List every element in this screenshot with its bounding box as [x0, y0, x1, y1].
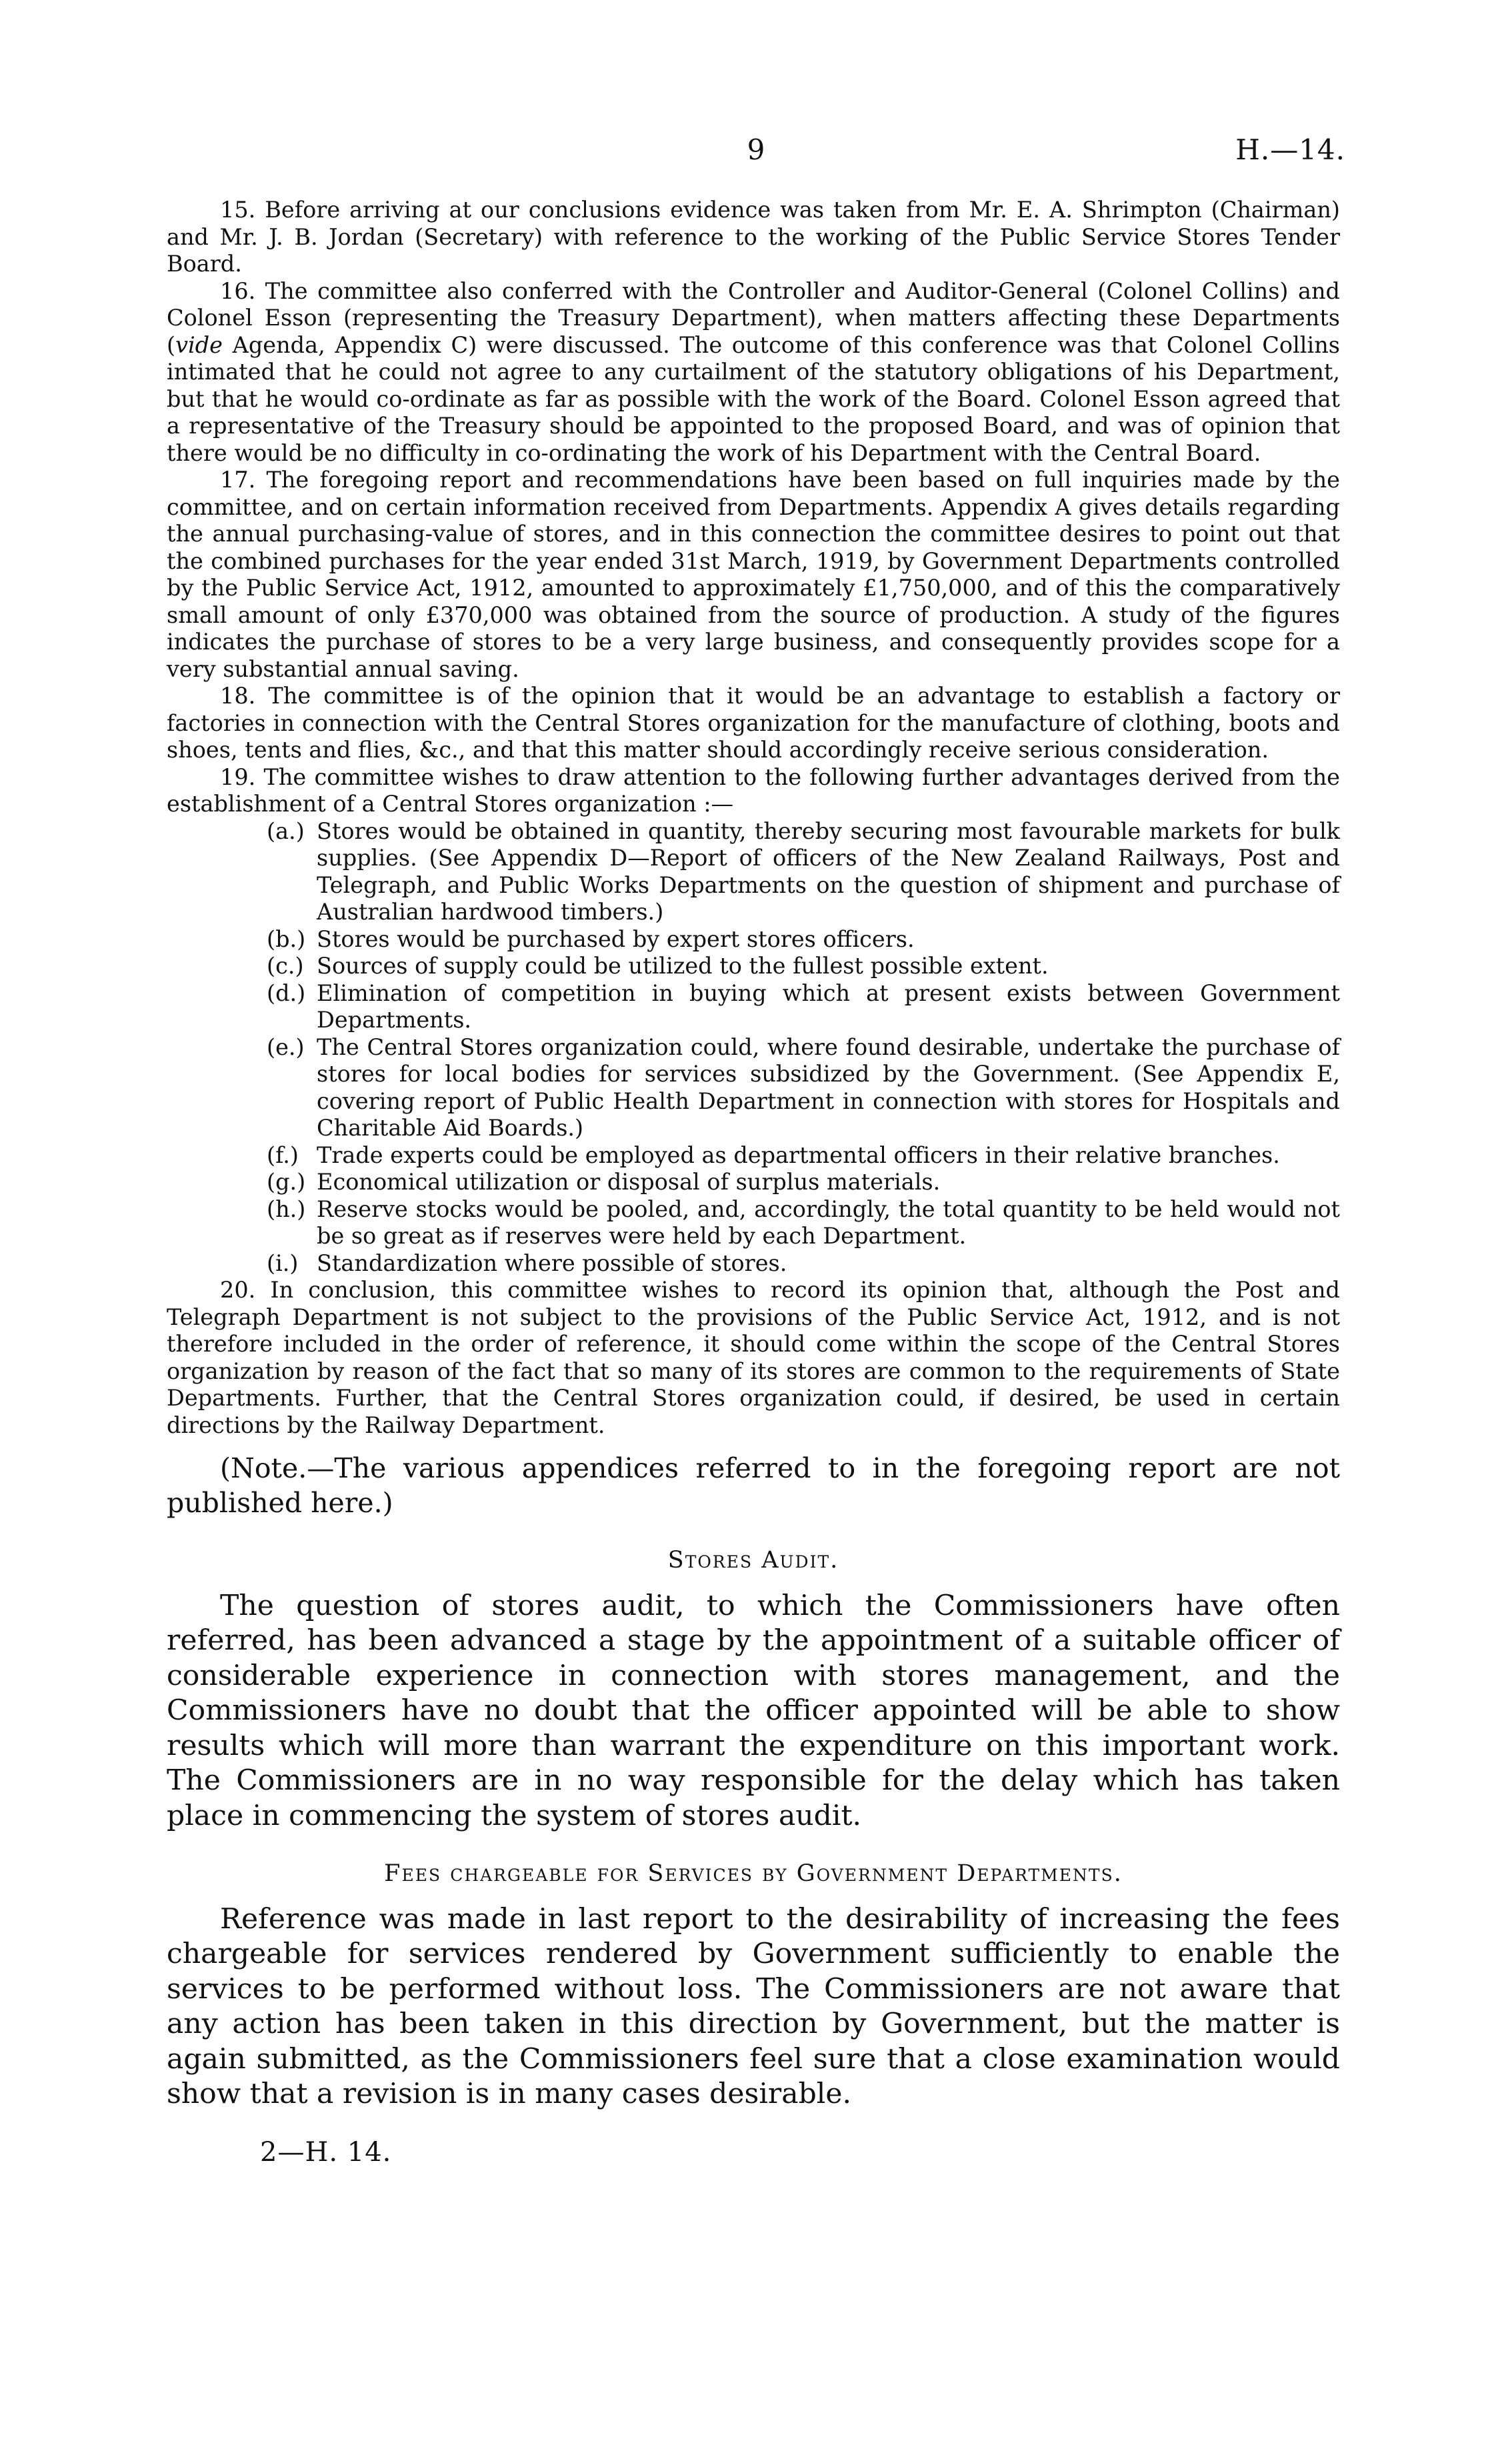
- list-item: [167, 953, 1340, 980]
- list-item-label: (i.): [267, 1250, 299, 1276]
- report-body: [167, 197, 1340, 2166]
- appendices-note: (Note.—The various appendices referred to in the foregoing report are not published here.): [167, 1452, 1340, 1519]
- vide-italic: vide: [175, 331, 223, 358]
- list-item-text: Stores would be obtained in quantity, thereby securing most favourable markets for bulk supplies. (See Appendix D—Report of officers of the New Zealand Railways, Post and Telegraph, and Public Works Departments on the question of shipment and purchase of Australian hardwood timbers.): [317, 817, 1340, 925]
- list-item: [167, 1196, 1340, 1250]
- list-item: [167, 1142, 1340, 1169]
- list-item-label: (d.): [267, 979, 306, 1006]
- list-item: [167, 926, 1340, 953]
- list-item-text: Standardization where possible of stores.: [317, 1250, 787, 1276]
- list-item-text: Stores would be purchased by expert stores officers.: [317, 925, 915, 952]
- stores-audit-text: The question of stores audit, to which the Commissioners have often referred, has been advanced a stage by the appointment of a suitable officer of considerable experience in connection with stores management, and the Commissioners have no doubt that the officer appointed will be able to show results which will more than warrant the expenditure on this important work. The Commissioners are in no way responsible for the delay which has taken place in commencing the system of stores audit.: [167, 1589, 1340, 1832]
- page-header: [167, 133, 1345, 173]
- footer-signature: 2—H. 14.: [260, 2136, 392, 2168]
- list-item-text: Elimination of competition in buying which at present exists between Government Departments.: [317, 979, 1340, 1033]
- paragraph-17: 17. The foregoing report and recommendations have been based on full inquiries made by the committee, and on certain information received from Departments. Appendix A gives details regarding the annual purchasing-value of stores, and in this connection the committee desires to point out that the combined purchases for the year ended 31st March, 1919, by Government Departments controlled by the Public Service Act, 1912, amounted to approximately £1,750,000, and of this the comparatively small amount of only £370,000 was obtained from the source of production. A study of the figures indicates the purchase of stores to be a very large business, and consequently provides scope for a very substantial annual saving.: [167, 467, 1340, 682]
- advantages-list: [167, 818, 1340, 1278]
- fees-text: Reference was made in last report to the desirability of increasing the fees chargeable for services rendered by Government sufficiently to enable the services to be performed without loss. The Commissioners are not aware that any action has been taken in this direction by Government, but the matter is again submitted, as the Commissioners feel sure that a close examination would show that a revision is in many cases desirable.: [167, 1902, 1340, 2110]
- list-item-text: The Central Stores organization could, where found desirable, undertake the purchase of stores for local bodies for services subsidized by the Government. (See Appendix E, covering report of Public Health Department in connection with stores for Hospitals and Charitable Aid Boards.): [317, 1033, 1340, 1141]
- paragraph-15: 15. Before arriving at our conclusions evidence was taken from Mr. E. A. Shrimpton (Chairman) and Mr. J. B. Jordan (Secretary) with reference to the working of the Public Service Stores Tender Board.: [167, 197, 1340, 277]
- list-item-label: (h.): [267, 1195, 306, 1222]
- paragraph-19: 19. The committee wishes to draw attention to the following further advantages derived from the establishment of a Central Stores organization :—: [167, 763, 1340, 817]
- list-item-label: (f.): [267, 1141, 299, 1168]
- list-item-label: (c.): [267, 953, 304, 979]
- fees-heading: Fees chargeable for Services by Government Departments.: [384, 1860, 1123, 1887]
- paragraph-16-part-1: 16. The committee also conferred with the Controller and Auditor-General (Colonel Collins) and Colonel Esson (representing the Treasury Department), when matters affecting these Departments (: [167, 277, 1340, 358]
- list-item: [167, 1250, 1340, 1278]
- list-item-label: (e.): [267, 1033, 305, 1060]
- list-item: [167, 980, 1340, 1034]
- paragraph-20: 20. In conclusion, this committee wishes to record its opinion that, although the Post and Telegraph Department is not subject to the provisions of the Public Service Act, 1912, and is not therefore included in the order of reference, it should come within the scope of the Central Stores organization by reason of the fact that so many of its stores are common to the requirements of State Departments. Further, that the Central Stores organization could, if desired, be used in certain directions by the Railway Department.: [167, 1277, 1340, 1438]
- paragraph-16-part-2: Agenda, Appendix C) were discussed. The outcome of this conference was that Colonel Collins intimated that he could not agree to any curtailment of the statutory obligations of his Department, but that he would co-ordinate as far as possible with the work of the Board. Colonel Esson agreed that a representative of the Treasury should be appointed to the proposed Board, and was of opinion that there would be no difficulty in co-ordinating the work of his Department with the Central Board.: [167, 331, 1340, 466]
- list-item: [167, 818, 1340, 926]
- list-item-text: Reserve stocks would be pooled, and, accordingly, the total quantity to be held would not be so great as if reserves were held by each Department.: [317, 1195, 1340, 1249]
- list-item-text: Trade experts could be employed as departmental officers in their relative branches.: [317, 1141, 1280, 1168]
- list-item: [167, 1034, 1340, 1142]
- list-item: [167, 1169, 1340, 1196]
- list-item-label: (g.): [267, 1169, 306, 1195]
- paragraph-16: [167, 278, 1340, 467]
- list-item-label: (b.): [267, 925, 306, 952]
- stores-audit-heading: Stores Audit.: [667, 1547, 839, 1574]
- list-item-label: (a.): [267, 817, 305, 844]
- document-reference: H.—14.: [1235, 133, 1345, 166]
- list-item-text: Economical utilization or disposal of surplus materials.: [317, 1169, 941, 1195]
- list-item-text: Sources of supply could be utilized to the fullest possible extent.: [317, 953, 1049, 979]
- page-number: 9: [747, 133, 765, 166]
- paragraph-18: 18. The committee is of the opinion that it would be an advantage to establish a factory or factories in connection with the Central Stores organization for the manufacture of clothing, boots and shoes, tents and flies, &c., and that this matter should accordingly receive serious consideration.: [167, 683, 1340, 763]
